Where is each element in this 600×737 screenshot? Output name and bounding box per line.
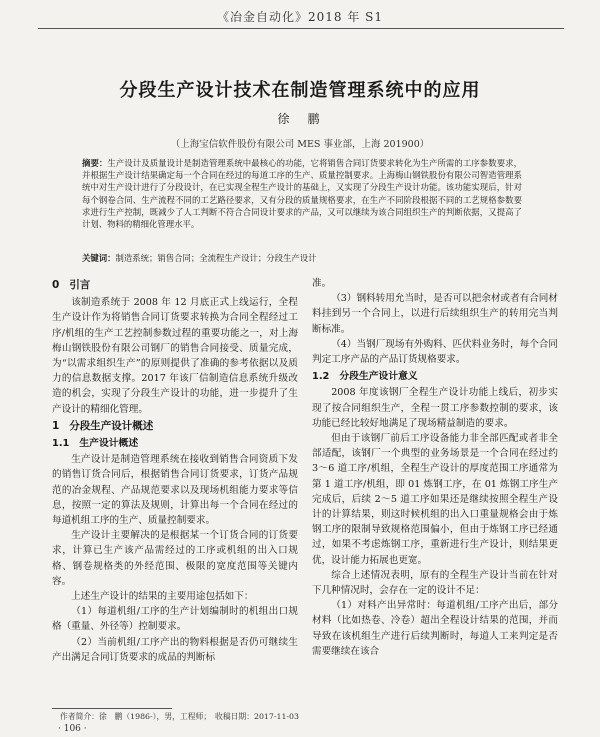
footnote-rule	[52, 708, 172, 709]
section-title: 分段生产设计概述	[69, 419, 154, 432]
subsection-title: 分段生产设计意义	[339, 371, 418, 383]
section-title: 引言	[69, 279, 91, 291]
keywords-text: 制造系统；销售合同；全流程生产设计；分段生产设计	[115, 253, 317, 263]
section-number: 0	[52, 279, 60, 291]
abstract	[82, 157, 522, 230]
abstract-label: 摘要：	[82, 158, 108, 168]
author-affiliation: （上海宝信软件股份有限公司 MES 事业部，上海 201900）	[170, 139, 430, 150]
list-item: （1）对料产出异常时：每道机组/工序产出后，部分材料（比如热卷、冷卷）超出全程设计结果的范围，并而导致在该机组生产进行后续判断时，每道人工来判定是否需要继续在该合	[312, 600, 558, 657]
subsection-heading	[52, 436, 298, 451]
footnote: 作者简介：徐 鹏（1986-），男，工程师； 收稿日期：2017-11-03	[60, 712, 299, 721]
section-heading-overview	[52, 419, 298, 434]
subsection-heading	[312, 369, 558, 384]
paragraph: 2008 年度该钢厂全程生产设计功能上线后，初步实现了按合同组织生产，全程一贯工序参数控制的要求，该功能已经比较好地满足了现场精益制造的要求。	[312, 387, 558, 429]
paragraph: 上述生产设计的结果的主要用途包括如下：	[71, 591, 254, 603]
article-title: 分段生产设计技术在制造管理系统中的应用	[119, 80, 481, 101]
page-number: · 106 ·	[58, 724, 87, 734]
left-column	[52, 276, 298, 665]
right-column	[312, 276, 558, 659]
paragraph: 但由于该钢厂前后工序设备能力非全部匹配或者非全部适配，该钢厂一个典型的业务场景是一个合同在经过约 3～6 道工序/机组，全程生产设计的厚度范围工序通常为第 1 道工序/机组，即 01 炼钢工序，在 01 炼钢工序生产完成后，后续 2～5 道工序如果还是继续按照全程生产设计的计算结果，则这时候机组的出入口重量规格会由于炼钢工序的限制导致规格范围偏小，但由于炼钢工序已经通过，如果不考虑炼钢工序，重新进行生产设计，则结果更优，设计能力拓展也更宽。	[312, 433, 558, 566]
section-heading-introduction	[52, 278, 298, 293]
list-item: （4）当钢厂现场有外购料、匹伏料业务时，每个合同判定工序产品的产品订货规格要求。	[312, 338, 558, 366]
paragraph: 综合上述情况表明，原有的全程生产设计当前在针对下几种情况时，会存在一定的设计不足：	[312, 569, 558, 597]
article-author: 徐 鹏	[277, 112, 323, 126]
keywords	[82, 252, 522, 264]
subsection-title: 生产设计概述	[79, 438, 139, 450]
paragraph: 生产设计是制造管理系统在接收到销售合同资质下发的销售订货合同后，根据销售合同订货要求，订货产品规范的冶金规程、产品规范要求以及现场机组能力要求等信息，按照一定的算法及规则，计算出每一个合同在经过的每道机组工序的生产、质量控制要求。	[52, 454, 298, 527]
subsection-number: 1.1	[52, 438, 70, 450]
list-item: （1）每道机组/工序的生产计划编制时的机组出口规格（重量、外径等）控制要求。	[52, 606, 298, 633]
subsection-number: 1.2	[312, 371, 330, 383]
abstract-text: 生产设计及质量设计是制造管理系统中最核心的功能，它将销售合同订货要求转化为生产所需的工序参数要求，并根据生产设计结果确定每一个合同在经过的每道工序的生产、质量控制要求。上海梅山钢铁股份有限公司智造管理系统中对生产设计进行了分段设计，在已实现全程生产设计的基础上，又实现了分段生产设计功能。该功能实现后，针对每个钢卷合同、生产流程不同的工艺路径要求，又有分段的质量规格要求，在生产不同阶段根据不同的工艺规格参数要求进行生产控制，既减少了人工判断不符合合同设计要求的产品，又可以继续为该合同组织生产的判断依据，又提高了计划、物料的精细化管理水平。	[82, 158, 522, 230]
paragraph: 生产设计主要解决的是根据某一个订货合同的订货要求，计算已生产该产品需经过的工序或机组的出入口规格、钢卷规格类的外经范围、极限的宽度范围等关键内容。	[52, 530, 298, 587]
paragraph: 该制造系统于 2008 年 12 月底正式上线运行，全程生产设计作为将销售合同订货要求转换为合同全程经过工序/机组的生产工艺控制参数过程的重要功能之一，对上海梅山钢铁股份有限公司钢厂的销售合同接受、质量完成，为“以需求组织生产”的原则提供了准确的参考依据以及质力的信息数据支撑。2017 年该厂信制造信息系统升级改造的机会，实现了分段生产设计的功能，进一步提升了生产设计的精细化管理。	[52, 297, 298, 415]
keywords-label: 关键词：	[82, 253, 116, 263]
running-head: 《冶金自动化》2018 年 S1	[216, 10, 384, 24]
paragraph-continued: 准。	[312, 278, 332, 289]
list-item: （2）当前机组/工序产出的物料根据是否仍可继续生产出满足合同订货要求的成品的判断标	[52, 636, 298, 663]
list-item: （3）钢料转用允当时，是否可以把余材或者有合同材料挂到另一个合同上，以进行后续组织生产的转用完当判断标准。	[312, 293, 558, 335]
section-number: 1	[52, 419, 60, 432]
header-rule	[38, 28, 564, 29]
